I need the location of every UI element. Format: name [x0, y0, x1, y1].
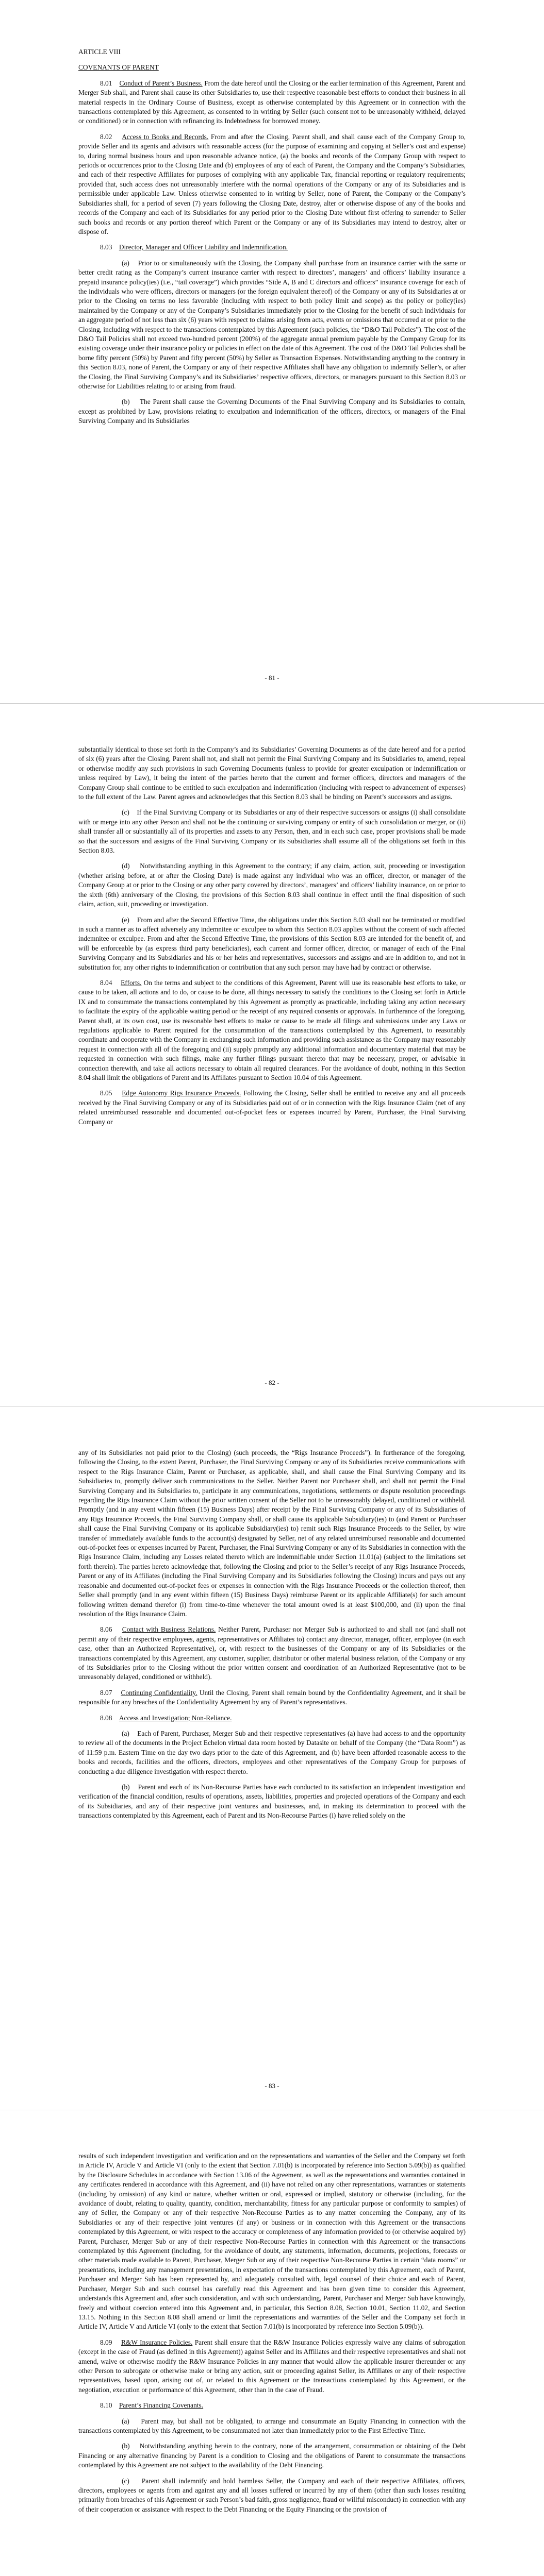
paragraph-8-06: 8.06 Contact with Business Relations. Neither Parent, Purchaser nor Merger Sub is authorized to and shall not (and shall not permit any of their respective employees, agents, representatives or Affiliates to) contact any director, manager, officer, employee (in each case, other than an Authorized Representative), or, with respect to the businesses of the Company or any of its Subsidiaries or the transactions contemplated by this Agreement, any customer, supplier, distributor or other material business relation, of the Company or any of its Subsidiaries prior to the Closing without the prior written consent and coordination of an Authorized Representative (not to be unreasonably delayed, conditioned or withheld). — [78, 1625, 466, 1681]
page-84 — [0, 2110, 544, 2576]
paragraph-8-03-a: (a) Prior to or simultaneously with the Closing, the Company shall purchase from an insurance carrier with the same or better credit rating as the Company’s current insurance carrier with respect to directors’, managers’ and officers’ liability insurance a prepaid insurance policy(ies) (i.e., “tail coverage”) which provides “Side A, B and C directors and officers” insurance coverage for each of the individuals who were officers, directors or managers (or the foreign equivalent thereof) of the Company or any of its Subsidiaries at or prior to the Closing on terms no less favorable (including with respect to both policy limit and scope) as the policy or policy(ies) maintained by the Company or any of the Company’s Subsidiaries immediately prior to the Closing for the benefit of such individuals for an aggregate period of not less than six (6) years with respect to claims arising from acts, events or omissions that occurred at or prior to the Closing, including with respect to the transactions contemplated by this Agreement (such policies, the “D&O Tail Policies”). The cost of the D&O Tail Policies shall not exceed two-hundred percent (200%) of the aggregate annual premium payable by the Company Group for its existing coverage under their insurance policy or policies in effect on the date of this Agreement. The cost of the D&O Tail Policies shall be borne fifty percent (50%) by Parent and fifty percent (50%) by Seller as Transaction Expenses. Notwithstanding anything to the contrary in this Section 8.03, none of Parent, the Company or any of their respective Affiliates shall have any obligation to indemnify Seller’s, or after the Closing, the Final Surviving Company’s and its Subsidiaries’ respective officers, directors, or managers pursuant to this Section 8.03 or otherwise for Liabilities relating to or arising from fraud. — [78, 259, 466, 390]
paragraph-8-08: 8.08 Access and Investigation; Non-Reliance. — [100, 1714, 232, 1722]
page-number: - 81 - — [265, 674, 279, 682]
paragraph-8-10-c: (c) Parent shall indemnify and hold harmless Seller, the Company and each of their respective Affiliates, officers, directors, employees or agents from and against any and all losses suffered or incurred by any of them (other than such losses resulting primarily from breaches of this Agreement or such Person’s bad faith, gross negligence, fraud or willful misconduct) in connection with any of their cooperation or assistance with respect to the Debt Financing or the Equity Financing or the provision of — [78, 2477, 466, 2513]
paragraph-8-08-a: (a) Each of Parent, Purchaser, Merger Sub and their respective representatives (a) have had access to and the opportunity to review all of the documents in the Project Echelon virtual data room hosted by Datasite on behalf of the Company (the “Data Room”) as of 11:59 p.m. Eastern Time on the day two days prior to the date of this Agreement, and (b) have been afforded reasonable access to the books and records, facilities and the officers, directors, employees and other representatives of the Company Group for purposes of conducting a due diligence investigation with respect thereto. — [78, 1729, 466, 1775]
article-title: COVENANTS OF PARENT — [78, 63, 159, 72]
paragraph-8-10: 8.10 Parent’s Financing Covenants. — [100, 2401, 204, 2410]
paragraph-8-05: 8.05 Edge Autonomy Rigs Insurance Proceeds. Following the Closing, Seller shall be entitled to receive any and all proceeds received by the Final Surviving Company or any of its Subsidiaries paid out of or in connection with the Rigs Insurance Claim (net of any related unreimbursed reasonable and documented out-of-pocket fees or expenses incurred by Parent, Purchaser, the Final Surviving Company or — [78, 1089, 466, 1126]
page-82 — [0, 704, 544, 1406]
page-number: - 82 - — [265, 1379, 279, 1386]
article-heading: ARTICLE VIII — [78, 48, 121, 56]
paragraph-8-10-b: (b) Notwithstanding anything herein to the contrary, none of the arrangement, consummation or obtaining of the Debt Financing or any alternative financing by Parent is a condition to Closing and the obligations of Parent to consummate the transactions contemplated by this Agreement are not subject to the availability of the Debt Financing. — [78, 2442, 466, 2469]
paragraph-continued: any of its Subsidiaries not paid prior to the Closing) (such proceeds, the “Rigs Insurance Proceeds”). In furtherance of the foregoing, following the Closing, to the extent Parent, Purchaser, the Final Surviving Company or any of its Subsidiaries receive communications with respect to the Rigs Insurance Claim, Parent or Purchaser, as applicable, shall, and shall cause the Final Surviving Company and its Subsidiaries to, promptly deliver such communications to the Seller. Neither Parent nor Purchaser shall, and shall not permit the Final Surviving Company and its Subsidiaries to, participate in any communications, negotiations, settlements or dispute resolution proceedings regarding the Rigs Insurance Claim without the prior written consent of the Seller not to be unreasonably delayed, conditioned or withheld. Promptly (and in any event within fifteen (15) Business Days) after receipt by the Final Surviving Company or any of its Subsidiaries of any Rigs Insurance Proceeds, the Final Surviving Company shall, or shall cause its applicable Subsidiary(ies) to (and Parent or Purchaser shall cause the Final Surviving Company or its applicable Subsidiary(ies) to) remit such Rigs Insurance Proceeds to the Seller, by wire transfer of immediately available funds to the account(s) designated by Seller, net of any related unreimbursed reasonable and documented out-of-pocket fees or expenses incurred by Parent, Purchaser, the Final Surviving Company or any of its Subsidiaries in connection with the Rigs Insurance Claim, including any Losses related thereto which are indemnifiable under Section 11.01(a) (subject to the limitations set forth therein). The parties hereto acknowledge that, following the Closing and prior to the Seller’s receipt of any Rigs Insurance Proceeds, Parent or any of its Affiliates (including the Final Surviving Company and its Subsidiaries following the Closing) incurs and pays out any reasonable and documented out-of-pocket fees or expenses in connection with the Rigs Insurance Proceeds or the collection thereof, then Seller shall promptly (and in any event within fifteen (15) Business Days) reimburse Parent or its applicable Affiliate(s) for such amount following written demand therefor (i) from time-to-time whenever the total amount owed is at least $100,000, and (ii) upon the final resolution of the Rigs Insurance Claim. — [78, 1449, 466, 1618]
page-number: - 83 - — [265, 2082, 279, 2090]
paragraph-8-04: 8.04 Efforts. On the terms and subject to the conditions of this Agreement, Parent will use its reasonable best efforts to take, or cause to be taken, all actions and to do, or cause to be done, all things necessary to satisfy the conditions to the Closing set forth in Article IX and to consummate the transactions contemplated by this Agreement as promptly as practicable, including taking any action necessary to facilitate the expiry of the applicable waiting period or the receipt of any required consents or approvals. In furtherance of the foregoing, Parent shall, at its own cost, use its reasonable best efforts to make or cause to be made all filings and submissions under any Laws or regulations applicable to Parent required for the consummation of the transactions contemplated by this Agreement, to reasonably coordinate and cooperate with the Company in exchanging such information and providing such assistance as the Company may reasonably request in connection with all of the foregoing and (ii) supply promptly any additional information and documentary material that may be requested in connection with such filings, make any further filings pursuant thereto that may be necessary, proper, or advisable in connection therewith, and take all actions necessary to obtain all required clearances. For the avoidance of doubt, nothing in this Section 8.04 shall limit the obligations of Parent and its Affiliates pursuant to Section 10.04 of this Agreement. — [78, 978, 466, 1081]
paragraph-continued: results of such independent investigation and verification and on the representations and warranties of the Seller and the Company set forth in Article IV, Article V and Article VI (only to the extent that Section 7.01(b) is incorporated by reference into Section 5.09(b)) as qualified by the Disclosure Schedules in accordance with Section 13.06 of the Agreement, as well as the representations and warranties contained in any certificates rendered in accordance with this Agreement, and (ii) have not relied on any other representations, warranties or statements (including by omission) of any kind or nature, whether written or oral, expressed or implied, statutory or otherwise (including, for the avoidance of doubt, relating to quality, quantity, condition, merchantability, fitness for any particular purpose or conformity to samples) of any of Seller, the Company or any of their respective Non-Recourse Parties as to any matter concerning the Company, any of its Subsidiaries or any of their respective joint ventures (if any) or business or in connection with this Agreement or the transactions contemplated by this Agreement, or with respect to the accuracy or completeness of any information provided to (or otherwise acquired by) Parent, Purchaser, Merger Sub or any of their respective Non-Recourse Parties in connection with this Agreement or the transactions contemplated by this Agreement (including, for the avoidance of doubt, any statements, information, documents, projections, forecasts or other materials made available to Parent, Purchaser, Merger Sub or any of their respective Non-Recourse Parties in certain “data rooms” or presentations, including any management presentations, in expectation of the transactions contemplated by this Agreement, each of Parent, Purchaser and Merger Sub has been represented by, and adequately consulted with, legal counsel of their choice and each of Parent, Purchaser, Merger Sub and such counsel has carefully read this Agreement and has been given time to consider this Agreement, understands this Agreement and, after such consideration, and with such understanding, Parent, Purchaser and Merger Sub have knowingly, freely and without coercion entered into this Agreement and, in particular, this Section 8.08, Section 10.01, Section 11.02, and Section 13.15. Nothing in this Section 8.08 shall amend or limit the representations and warranties of the Seller and the Company set forth in Article IV, Article V and Article VI (only to the extent that Section 7.01(b) is incorporated by reference into Section 5.09(b)). — [78, 2152, 466, 2331]
paragraph-8-10-a: (a) Parent may, but shall not be obligated, to arrange and consummate an Equity Financing in connection with the transactions contemplated by this Agreement, to be consummated not later than immediately prior to the First Effective Time. — [78, 2417, 466, 2434]
paragraph-8-01: 8.01 Conduct of Parent’s Business. From the date hereof until the Closing or the earlier termination of this Agreement, Parent and Merger Sub shall, and Parent shall cause its other Subsidiaries to, use their respective reasonable best efforts to conduct their business in all material respects in the Ordinary Course of Business, except as otherwise contemplated by this Agreement or in connection with the transactions contemplated by this Agreement, as consented to in writing by Seller (such consent not to be unreasonably withheld, delayed or conditioned) or in connection with refinancing its Indebtedness for borrowed money. — [78, 79, 466, 125]
paragraph-8-09: 8.09 R&W Insurance Policies. Parent shall ensure that the R&W Insurance Policies expressly waive any claims of subrogation (except in the case of Fraud (as defined in this Agreement)) against Seller and its Affiliates and their respective representatives and shall not amend, waive or otherwise modify the R&W Insurance Policies in any manner that would allow the applicable insurer thereunder or any other Person to subrogate or otherwise make or bring any action, suit or proceeding against Seller, its Affiliates or any of their respective representatives, based upon, arising out of, or related to this Agreement or the transactions contemplated by this Agreement, or the negotiation, execution or performance of this Agreement, other than in the case of Fraud. — [78, 2338, 466, 2394]
paragraph-8-03-d: (d) Notwithstanding anything in this Agreement to the contrary; if any claim, action, suit, proceeding or investigation (whether arising before, at or after the Closing Date) is made against any individual who was an officer, director, or manager of the Company Group at or prior to the Closing or any other party covered by directors’, managers’ and officers’ liability insurance, on or prior to the sixth (6th) anniversary of the Closing, the provisions of this Section 8.03 shall continue in effect until the final disposition of such claim, action, suit, proceeding or investigation. — [78, 862, 466, 908]
paragraph-continued: substantially identical to those set forth in the Company’s and its Subsidiaries’ Governing Documents as of the date hereof and for a period of six (6) years after the Closing, Parent shall not, and shall not permit the Final Surviving Company and its Subsidiaries to, amend, repeal or otherwise modify any such provisions in such Governing Documents (unless to provide for greater exculpation or indemnification or unless required by Law), it being the intent of the parties hereto that the current and former officers, directors and managers of the Company Group shall continue to be entitled to such exculpation and indemnification (including with respect to advancement of expenses) to the full extent of the Law. Parent agrees and acknowledges that this Section 8.03 shall be binding on Parent’s successors and assigns. — [78, 745, 466, 801]
paragraph-8-02: 8.02 Access to Books and Records. From and after the Closing, Parent shall, and shall cause each of the Company Group to, provide Seller and its agents and advisors with reasonable access (for the purpose of examining and copying at Seller’s cost and expense) to, during normal business hours and upon reasonable advance notice, (a) the books and records of the Company Group with respect to periods or occurrences prior to the Closing Date and (b) employees of any of each of Parent, the Company and the Company’s Subsidiaries, and each of their respective Affiliates for purposes of complying with any applicable Tax, financial reporting or regulatory requirements; provided that, such access does not unreasonably interfere with the normal operations of the Company or any of its Subsidiaries and is permissible under applicable Law. Unless otherwise consented to in writing by Seller, none of Parent, the Company or the Company’s Subsidiaries shall, for a period of seven (7) years following the Closing Date, destroy, alter or otherwise dispose of any of the books and records of the Company and each of its Subsidiaries for any period prior to the Closing Date without first offering to surrender to Seller such books and records or any portion thereof which Parent or the Company or any of its Subsidiaries may intend to destroy, alter or dispose of. — [78, 132, 466, 235]
page-83 — [0, 1407, 544, 2110]
paragraph-8-08-b: (b) Parent and each of its Non-Recourse Parties have each conducted to its satisfaction an independent investigation and verification of the financial condition, results of operations, assets, liabilities, properties and projected operations of the Company and each of its Subsidiaries, and any of their respective joint ventures and businesses, and, in making its determination to proceed with the transactions contemplated by this Agreement, each of Parent and its Non-Recourse Parties (i) have relied solely on the — [78, 1783, 466, 1820]
paragraph-8-03: 8.03 Director, Manager and Officer Liability and Indemnification. — [100, 243, 288, 251]
page-81 — [0, 0, 544, 703]
paragraph-8-03-e: (e) From and after the Second Effective Time, the obligations under this Section 8.03 shall not be terminated or modified in such a manner as to affect adversely any indemnitee or exculpee to whom this Section 8.03 applies without the consent of such affected indemnitee or exculpee. From and after the Second Effective Time, the provisions of this Section 8.03 are intended for the benefit of, and will be enforceable by (as express third party beneficiaries), each current and former officer, director, or manager of each of the Final Surviving Company and its Subsidiaries and his or her heirs and representatives, successors and assigns and are in addition to, and not in substitution for, any other rights to indemnification or contribution that any such person may have had by contract or otherwise. — [78, 916, 466, 971]
paragraph-8-03-b: (b) The Parent shall cause the Governing Documents of the Final Surviving Company and its Subsidiaries to contain, except as prohibited by Law, provisions relating to exculpation and indemnification of the officers, directors, or managers of the Final Surviving Company and its Subsidiaries — [78, 398, 466, 425]
paragraph-8-03-c: (c) If the Final Surviving Company or its Subsidiaries or any of their respective successors or assigns (i) shall consolidate with or merge into any other Person and shall not be the continuing or surviving company or entity of such consolidation or merger, or (ii) shall transfer all or substantially all of its properties and assets to any Person, then, and in each such case, proper provisions shall be made so that the successors and assigns of the Final Surviving Company or its Subsidiaries shall assume all of the obligations set forth in this Section 8.03. — [78, 808, 466, 855]
paragraph-8-07: 8.07 Continuing Confidentiality. Until the Closing, Parent shall remain bound by the Confidentiality Agreement, and it shall be responsible for any breaches of the Confidentiality Agreement by any of Parent’s representatives. — [78, 1688, 466, 1706]
